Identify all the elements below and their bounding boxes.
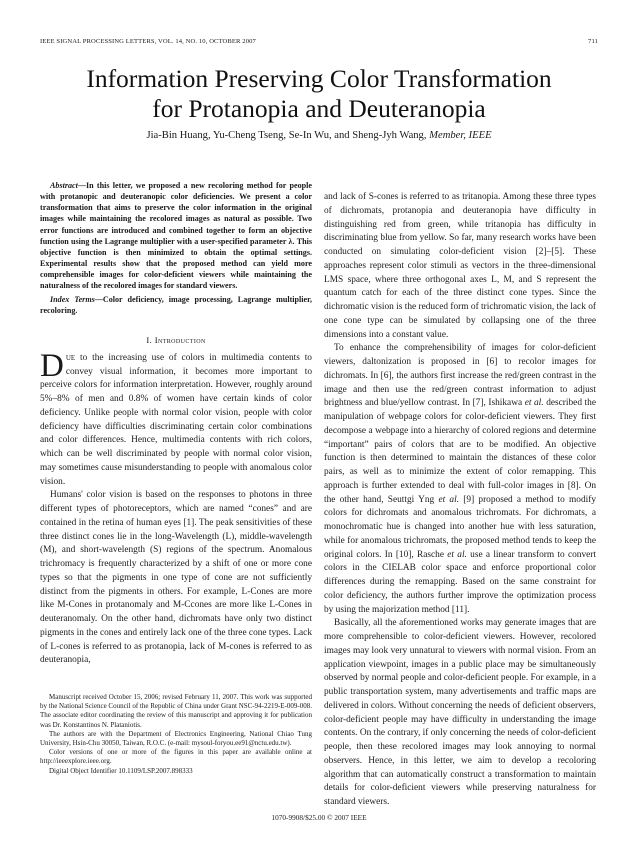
copyright-line: 1070-9908/$25.00 © 2007 IEEE [271,813,367,822]
title-line-2: for Protanopia and Deuteranopia [152,94,486,123]
etal-1: et al. [524,398,544,409]
p3-part-a: To enhance the comprehensibility of images for color-deficient viewers, daltonization is proposed in [6] to recolor images for dichromats. In [6], the authors first increase the red/green contrast in the image and then use the red/green contrast information to adjust brightness and blue/yellow contrast. In [7], Ishikawa [324,343,596,409]
section-numeral: I. [146,334,153,345]
paper-title [40,64,598,124]
intro-paragraph-2-continued: and lack of S-cones is referred to as tritanopia. Among these three types of dichromats, protanopia and deuteranopia have difficulty in distinguishing red from green, while tritanopia has difficulty in discriminating blue from yellow. So far, many research works have been conducted on simulating color-deficient vision [2]–[5]. These approaches represent color stimuli as vectors in the three-dimensional LMS space, where three orthogonal axes L, M, and S represent the quantum catch for each of the three distinct cone types. Since the dichromatic vision is the reduced form of trichromatic vision, the lack of one cone type can be simulated by collapsing one of the three dimensions into a constant value. [324,192,596,340]
abstract-lead: Abstract [50,181,78,190]
etal-2: et al. [438,494,460,505]
author-membership: Member, IEEE [429,130,492,141]
abstract-text: —In this letter, we proposed a new recoloring method for people with protanopic and deuteranopic color deficiencies. We present a color transformation that aims to preserve the color information in the original images while maintaining the recolored images as natural as possible. Two error functions are introduced and combined together to form an objective function using the Lagrange multiplier with a user-specified parameter λ. This objective function is then minimized to obtain the optimal settings. Experimental results show that the proposed method can yield more comprehensible images for color-deficient viewers while maintaining the naturalness of the recolored images for standard viewers. [40,181,312,291]
right-column [324,191,596,810]
authors: Jia-Bin Huang, Yu-Cheng Tseng, Se-In Wu, and Sheng-Jyh Wang, [146,130,427,141]
section-heading [40,335,312,346]
footnote-manuscript: Manuscript received October 15, 2006; revised February 11, 2007. This work was supported by the National Science Council of the Republic of China under Grant NSC-94-2219-E-009-008. The associate editor coordinating the review of this manuscript and approving it for publication was Dr. Konstantinos N. Plataniotis. [40,693,312,729]
author-list [40,129,598,143]
etal-3: et al. [447,549,467,560]
index-terms [40,294,312,316]
intro-paragraph-4: Basically, all the aforementioned works may generate images that are more comprehensible to color-deficient viewers. However, recolored images may look very unnatural to viewers with normal vision. From an application viewpoint, images in a public place may be simultaneously observed by normal people and color-deficient people. For example, in a public transportation system, many advertisements and traffic maps are delivered in colors. Without concerning the needs of deficient observers, color-deficient people may have difficulty in understanding the image contents. On the contrary, if only concerning the needs of color-deficient people, then these recolored images may look annoying to normal observers. Hence, in this letter, we aim to develop a recoloring algorithm that can automatically construct a transformation to maintain details for color-deficient viewers while preserving naturalness for standard viewers. [324,618,596,807]
intro-paragraph-2: Humans' color vision is based on the responses to photons in three different types of photoreceptors, which are named “cones” and are contained in the retina of human eyes [1]. The peak sensitivities of these three distinct cones lie in the long-Wavelength (L), middle-wavelength (M), and short-wavelength (S) regions of the spectrum. Anomalous trichromacy is frequently characterized by a shift of one or more cone types so that the pigments in one type of cone are not sufficiently distinct from the pigments in others. For example, L-Cones are more like M-Cones in protanomaly and M-Ccones are more like L-Cones in deuteranomaly. On the other hand, dichromats have only two distinct pigments in the cones and entirely lack one of the three cone types. Lack of L-cones is referred to as protanopia, lack of M-cones is referred to as deuteranopia, [40,490,312,666]
footnote-doi: Digital Object Identifier 10.1109/LSP.2007.898333 [49,766,193,775]
drop-cap: D [40,347,64,384]
intro-paragraph-1-text: to the increasing use of colors in multimedia contents to convey visual information, it becomes more important to perceive colors for information interpretation. However, roughly around 5%–8% of men and 0.8% of women have certain kinds of color deficiency. Unlike people with normal color vision, people with color deficiency have difficulties discriminating certain color combinations and color differences. Hence, multimedia contents with rich colors, which can be well discriminated by people with normal color vision, may sometimes cause misunderstanding to people with anomalous color vision. [40,352,312,487]
left-column [40,180,312,668]
running-head [40,38,598,50]
index-terms-text: —Color deficiency, image processing, Lagrange multiplier, recoloring. [40,294,312,315]
index-terms-lead: Index Terms [50,294,95,304]
p3-part-c: [9] proposed a method to modify colors for dichromats and anomalous trichromats. For dichromats, a monochromatic hue is changed into another hue with less saturation, while for anomalous trichromats, the proposed method tends to keep the original colors. In [10], Rasche [324,494,596,560]
section-title: Introduction [154,334,206,345]
drop-cap-rest: ue [65,352,76,363]
footnote-color-versions: Color versions of one or more of the figures in this paper are available online at http://ieeexplore.ieee.org. [40,748,312,766]
intro-paragraph-1 [40,347,312,490]
p3-part-b: described the manipulation of webpage colors for color-deficient viewers. They first decompose a webpage into a hierarchy of colored regions and determine “important” pairs of colors that are to be modified. An objective function is then determined to maintain the distances of these color pairs, as well as to minimize the extent of color remapping. This approach is further extended to deal with full-color images in [8]. On the other hand, Seuttgi Yng [324,398,596,505]
p3-part-d: use a linear transform to convert colors in the CIELAB color space and enforce proportional color differences during the remapping. Based on the same constraint for color deficiency, the authors further improve the optimization process by using the majorization method [11]. [324,549,597,615]
journal-name: IEEE SIGNAL PROCESSING LETTERS, VOL. 14, NO. 10, OCTOBER 2007 [40,38,256,45]
abstract [40,180,312,292]
footnote-affiliation: The authors are with the Department of Electronics Engineering, National Chiao Tung University, Hsin-Chu 30050, Taiwan, R.O.C. (e-mail: mysoul-foryou.ee91@nctu.edu.tw). [40,729,312,748]
page-number: 711 [588,38,598,45]
title-block [40,64,598,143]
intro-paragraph-3 [324,342,596,617]
footnote-block [40,693,312,776]
title-line-1: Information Preserving Color Transformation [86,64,552,93]
